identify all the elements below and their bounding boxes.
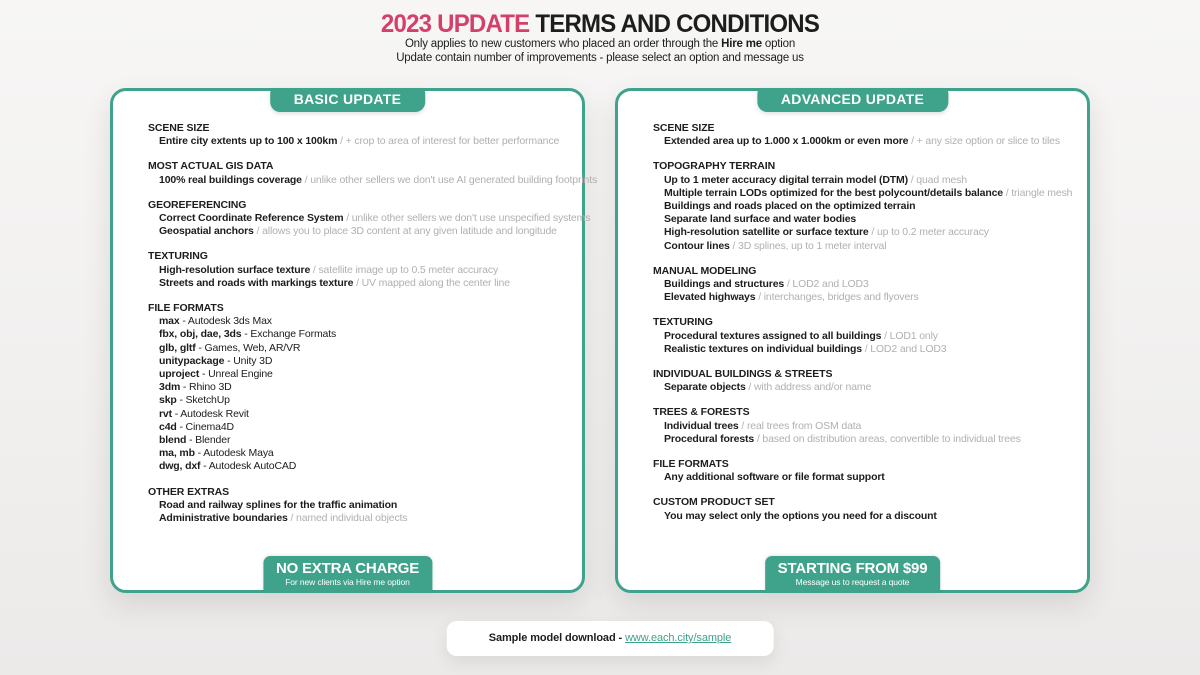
feature-main-text: Procedural forests [664, 432, 755, 445]
header [0, 0, 1200, 65]
feature-main-text: High-resolution surface texture [159, 263, 311, 276]
feature-item [159, 173, 598, 187]
feature-detail-text: - Autodesk AutoCAD [203, 460, 297, 473]
feature-item [159, 328, 564, 341]
feature-main-text: Geospatial anchors [159, 225, 254, 238]
title-rest: TERMS AND CONDITIONS [529, 10, 820, 38]
feature-main-text: Separate objects [664, 381, 746, 394]
feature-note-text: / LOD2 and LOD3 [786, 278, 869, 291]
price-badge-title: STARTING FROM $99 [777, 560, 928, 577]
feature-item [159, 408, 564, 421]
feature-detail-text: - Rhino 3D [182, 381, 232, 394]
feature-item [159, 264, 564, 277]
feature-detail-text: - Autodesk 3ds Max [182, 315, 272, 328]
feature-note-text: / based on distribution areas, convertible to individual trees [756, 432, 1021, 445]
feature-detail-text: - Exchange Formats [244, 328, 337, 341]
panel-body [113, 91, 598, 525]
feature-item [664, 213, 1069, 226]
feature-main-text: Administrative boundaries [159, 512, 288, 525]
feature-section [148, 198, 591, 239]
subtitle-line-1 [0, 38, 1200, 52]
feature-note-text: / unlike other sellers we don't use unspecified systems [346, 212, 591, 225]
subtitle-line-2: Update contain number of improvements - please select an option and message us [396, 51, 804, 64]
feature-item [159, 447, 564, 460]
feature-note-text: / quad mesh [910, 173, 967, 186]
panel-title-badge: ADVANCED UPDATE [757, 88, 948, 112]
feature-section [653, 265, 1069, 305]
feature-main-text: ma, mb [159, 447, 195, 460]
section-heading: TOPOGRAPHY TERRAIN [653, 160, 776, 173]
feature-note-text: / named individual objects [290, 512, 408, 525]
feature-note-text: / + crop to area of interest for better performance [340, 135, 560, 148]
section-heading: SCENE SIZE [653, 122, 715, 134]
feature-item [664, 433, 1069, 446]
title-accent: 2023 UPDATE [380, 10, 530, 38]
feature-main-text: rvt [159, 407, 172, 420]
feature-item [664, 186, 1073, 200]
feature-item [159, 499, 564, 512]
section-items [653, 173, 1073, 253]
feature-detail-text: - Autodesk Maya [197, 447, 274, 460]
feature-item [664, 330, 1069, 343]
panel-price-badge [263, 556, 432, 593]
feature-section [148, 250, 564, 290]
section-heading: OTHER EXTRAS [148, 485, 230, 498]
feature-main-text: You may select only the options you need for a discount [664, 509, 937, 522]
feature-item [159, 135, 564, 148]
feature-detail-text: - Unreal Engine [202, 368, 273, 381]
section-heading: CUSTOM PRODUCT SET [653, 496, 775, 509]
feature-item [159, 368, 564, 381]
feature-main-text: Realistic textures on individual buildings [664, 342, 862, 355]
section-heading: MANUAL MODELING [653, 264, 757, 277]
feature-item [159, 225, 564, 238]
panel [110, 88, 598, 593]
section-items [148, 264, 564, 290]
feature-item [159, 315, 564, 328]
feature-detail-text: - Blender [189, 434, 231, 447]
sample-download-link[interactable]: www.each.city/sample [625, 632, 732, 644]
feature-item [664, 278, 1069, 291]
feature-note-text: / interchanges, bridges and flyovers [758, 291, 919, 304]
feature-note-text: / with address and/or name [748, 381, 872, 394]
feature-item [664, 510, 1069, 523]
section-items [148, 212, 591, 238]
feature-section [148, 486, 564, 526]
feature-section [148, 302, 564, 474]
feature-note-text: / LOD1 only [884, 329, 938, 342]
page-title [24, 11, 1176, 38]
feature-main-text: uproject [159, 368, 200, 381]
feature-section [148, 160, 598, 186]
feature-main-text: Buildings and roads placed on the optimized terrain [664, 200, 916, 213]
feature-main-text: Elevated highways [664, 291, 756, 304]
feature-item [664, 200, 1069, 213]
feature-item [159, 434, 564, 447]
feature-item [664, 240, 1069, 253]
feature-main-text: skp [159, 394, 177, 407]
feature-note-text: / real trees from OSM data [741, 419, 862, 432]
feature-section [653, 122, 1069, 148]
section-items [653, 135, 1069, 148]
feature-detail-text: - SketchUp [179, 394, 230, 407]
feature-main-text: Extended area up to 1.000 x 1.000km or even more [664, 135, 909, 148]
feature-main-text: Procedural textures assigned to all buildings [664, 329, 882, 342]
section-heading: TEXTURING [653, 316, 713, 329]
feature-main-text: Contour lines [664, 239, 730, 252]
feature-note-text: / UV mapped along the center line [356, 276, 510, 289]
feature-section [653, 160, 1073, 252]
subtitle-1-bold: Hire me [721, 38, 762, 50]
section-items [653, 510, 1069, 523]
panel-body [618, 91, 1087, 523]
feature-section [653, 496, 1069, 522]
feature-section [148, 122, 564, 148]
feature-main-text: Entire city extents up to 100 x 100km [159, 135, 338, 148]
feature-item [159, 342, 564, 355]
section-items [653, 471, 1069, 484]
feature-detail-text: - Autodesk Revit [174, 407, 249, 420]
section-heading: FILE FORMATS [653, 458, 729, 471]
feature-main-text: Up to 1 meter accuracy digital terrain model (DTM) [664, 173, 908, 186]
feature-detail-text: - Cinema4D [179, 420, 234, 433]
feature-main-text: c4d [159, 420, 177, 433]
sample-download-label: Sample model download - [488, 632, 623, 644]
feature-note-text: / 3D splines, up to 1 meter interval [732, 239, 887, 252]
feature-main-text: Separate land surface and water bodies [664, 213, 857, 226]
feature-main-text: Road and railway splines for the traffic animation [159, 498, 398, 511]
feature-note-text: / + any size option or slice to tiles [911, 135, 1060, 148]
feature-section [653, 368, 1069, 394]
feature-note-text: / LOD2 and LOD3 [864, 342, 947, 355]
feature-item [159, 355, 564, 368]
feature-item [159, 421, 564, 434]
feature-item [159, 512, 564, 525]
feature-item [664, 420, 1069, 433]
section-items [653, 330, 1069, 356]
feature-main-text: Any additional software or file format support [664, 471, 885, 484]
feature-note-text: / unlike other sellers we don't use AI generated building footprints [304, 173, 598, 186]
feature-item [664, 343, 1069, 356]
price-badge-subtitle: Message us to request a quote [795, 577, 910, 587]
panel-price-badge [765, 556, 941, 593]
section-items [148, 135, 564, 148]
feature-main-text: Buildings and structures [664, 278, 785, 291]
section-items [653, 278, 1069, 304]
price-badge-subtitle: For new clients via Hire me option [285, 577, 410, 587]
feature-detail-text: - Games, Web, AR/VR [198, 341, 301, 354]
feature-section [653, 458, 1069, 484]
feature-item [159, 460, 564, 473]
feature-detail-text: - Unity 3D [227, 354, 273, 367]
feature-main-text: Correct Coordinate Reference System [159, 212, 344, 225]
feature-main-text: Individual trees [664, 419, 739, 432]
feature-item [159, 381, 564, 394]
panels-container [110, 88, 1090, 593]
section-heading: GEOREFERENCING [148, 198, 247, 211]
section-items [653, 420, 1069, 446]
subtitle-1-post: option [761, 38, 796, 50]
section-items [148, 499, 564, 525]
section-heading: TEXTURING [148, 250, 208, 263]
feature-main-text: blend [159, 434, 187, 447]
section-items [148, 315, 564, 473]
feature-item [664, 471, 1069, 484]
feature-main-text: fbx, obj, dae, 3ds [159, 328, 242, 341]
feature-note-text: / triangle mesh [1005, 186, 1073, 199]
feature-item [159, 277, 564, 290]
feature-main-text: 100% real buildings coverage [159, 173, 302, 186]
feature-note-text: / satellite image up to 0.5 meter accuracy [312, 263, 499, 276]
section-heading: FILE FORMATS [148, 302, 224, 315]
section-heading: TREES & FORESTS [653, 406, 750, 419]
feature-item [664, 135, 1069, 148]
feature-section [653, 316, 1069, 356]
subtitle-1-pre: Only applies to new customers who placed an order through the [404, 38, 722, 50]
feature-item [664, 226, 1069, 239]
feature-item [159, 394, 564, 407]
feature-main-text: 3dm [159, 381, 181, 394]
feature-main-text: High-resolution satellite or surface texture [664, 226, 869, 239]
feature-main-text: Multiple terrain LODs optimized for the best polycount/details balance [664, 186, 1003, 199]
feature-note-text: / allows you to place 3D content at any given latitude and longitude [256, 225, 557, 238]
feature-item [664, 381, 1069, 394]
feature-main-text: Streets and roads with markings texture [159, 276, 354, 289]
panel-title-badge: BASIC UPDATE [270, 88, 426, 112]
feature-item [159, 212, 591, 225]
feature-main-text: dwg, dxf [159, 460, 201, 473]
feature-item [664, 174, 1069, 187]
feature-main-text: max [159, 315, 180, 328]
feature-item [664, 291, 1069, 304]
section-items [653, 381, 1069, 394]
feature-section [653, 406, 1069, 446]
section-items [148, 173, 598, 187]
sample-download-pill [447, 621, 774, 656]
feature-note-text: / up to 0.2 meter accuracy [871, 226, 989, 239]
section-heading: SCENE SIZE [148, 122, 210, 134]
section-heading: INDIVIDUAL BUILDINGS & STREETS [653, 368, 833, 381]
feature-main-text: unitypackage [159, 354, 225, 367]
section-heading: MOST ACTUAL GIS DATA [148, 160, 274, 173]
panel [615, 88, 1090, 593]
feature-main-text: glb, gltf [159, 341, 196, 354]
price-badge-title: NO EXTRA CHARGE [275, 560, 420, 577]
